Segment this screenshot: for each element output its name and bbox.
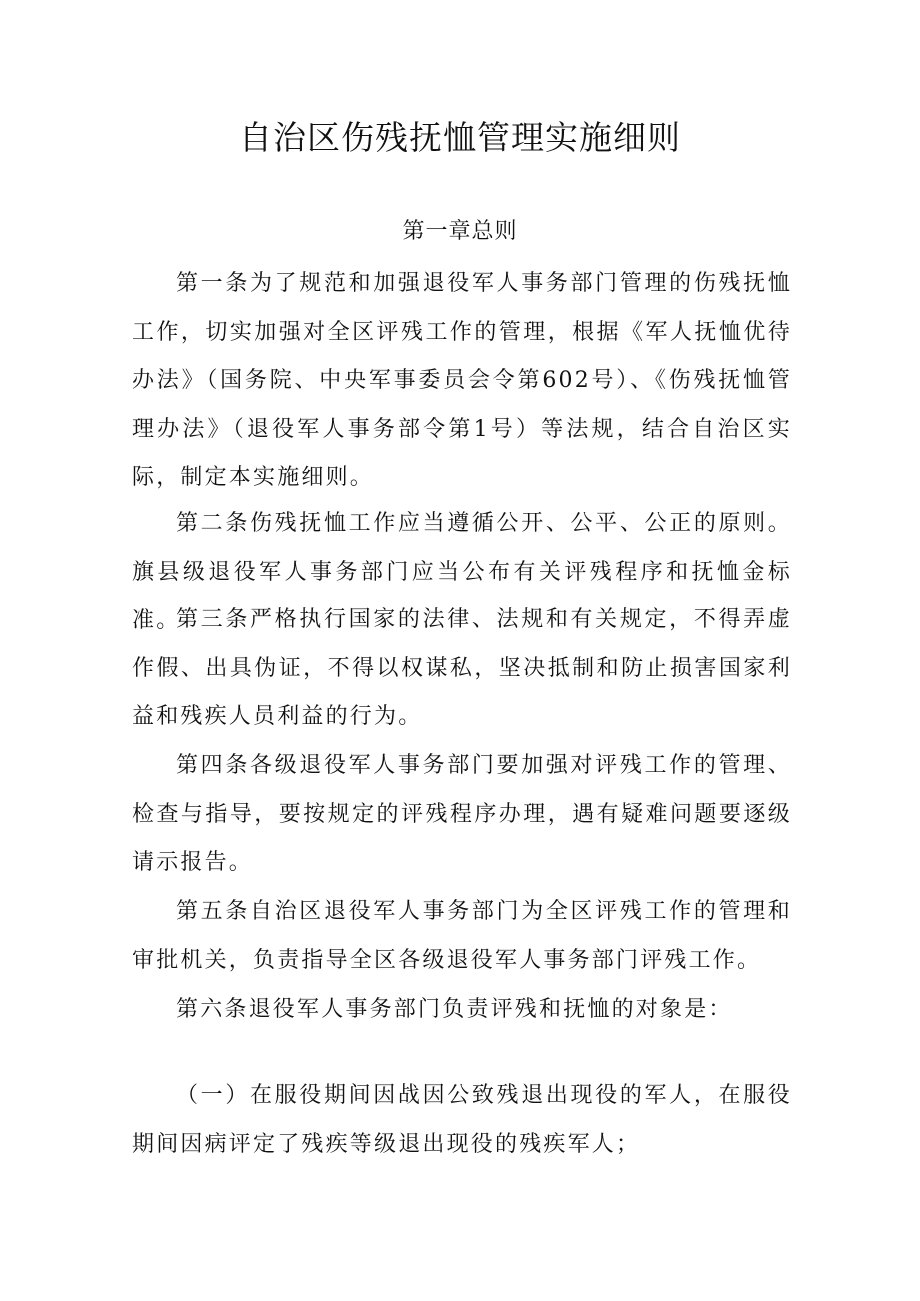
article-6-item-1-paragraph: （一）在服役期间因战因公致残退出现役的军人，在服役期间因病评定了残疾等级退出现役的残疾军人； (132, 1083, 792, 1157)
document-title: 自治区伤残抚恤管理实施细则 (239, 118, 681, 157)
article-2-paragraph: 第二条伤残抚恤工作应当遵循公开、公平、公正的原则。旗县级退役军人事务部门应当公布有关评残程序和抚恤金标准。 (132, 511, 792, 633)
article-1-paragraph: 第一条为了规范和加强退役军人事务部门管理的伤残抚恤工作，切实加强对全区评残工作的管理，根据《军人抚恤优待办法》（国务院、中央军事委员会令第602号）、《伤残抚恤管理办法》（退役军人事务部令第1号）等法规，结合自治区实际，制定本实施细则。 (132, 271, 792, 490)
article-6-paragraph: 第六条退役军人事务部门负责评残和抚恤的对象是： (176, 997, 733, 1022)
article-4-paragraph: 第四条各级退役军人事务部门要加强对评残工作的管理、检查与指导，要按规定的评残程序办理，遇有疑难问题要逐级请示报告。 (132, 753, 792, 875)
article-3-paragraph: 第三条严格执行国家的法律、法规和有关规定，不得弄虚作假、出具伪证，不得以权谋私，坚决抵制和防止损害国家利益和残疾人员利益的行为。 (132, 607, 792, 729)
chapter-heading: 第一章总则 (402, 219, 518, 244)
article-5-paragraph: 第五条自治区退役军人事务部门为全区评残工作的管理和审批机关，负责指导全区各级退役军人事务部门评残工作。 (132, 899, 792, 973)
